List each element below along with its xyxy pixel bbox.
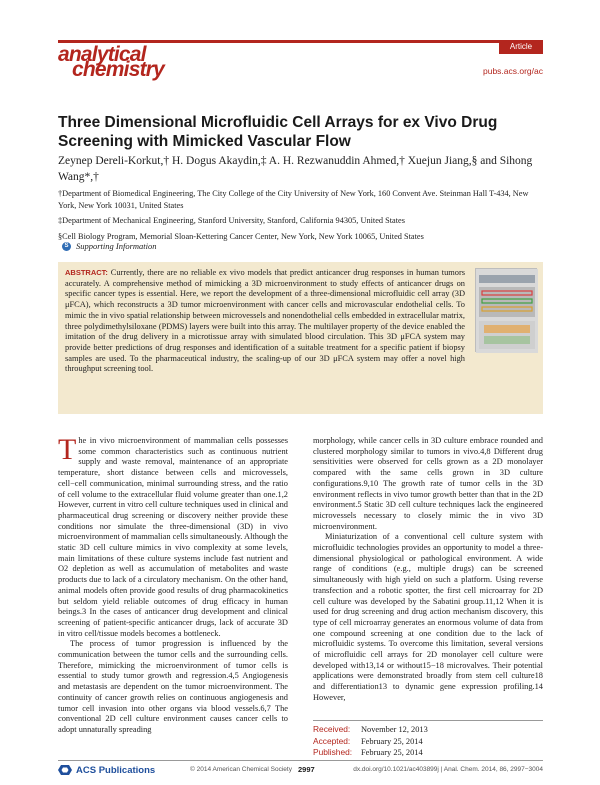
article-dates <box>313 720 543 759</box>
journal-logo[interactable] <box>58 44 258 84</box>
body-text: he in vivo microenvironment of mammalian cells possesses some common characteristics such as continuous nutrient supply and waste removal, maintenance of an appropriate temperature, short distance between cells and microvessels, cell−cell communication, minimal surrounding stress, and the ratio of cell volume to the extracellular fluid volume greater than one.1,2 However, current in vitro cell culture techniques used in clinical and pharmaceutical drug screening or discovery neither provide these conditions nor simulate the three-dimensional (3D) in vivo microenvironment of mammalian cells simultaneously. Although the static 3D cell culture mimics in vivo complexity at some levels, main limitations of these culture systems include fast nutrient and O2 depletion as well as accumulation of metabolites and waste products due to lack of a circulatory mechanism. On the other hand, animal models often provide good results of drug pharmacokinetics but seldom yield reliable outcomes of drug efficacy in human beings.3 In the cases of anticancer drug development and clinical screening of patient-specific anticancer drugs, lack of accurate 3D in vitro cell/tissue models becomes a bottleneck. <box>58 436 288 638</box>
body-paragraph: Miniaturization of a conventional cell culture system with microfluidic technologies provides an opportunity to model a three-dimensional physiological or pathological environment. A wide range of conditions (e.g., multiple drugs) can be screened simultaneously with high yield on such a platform. Using reverse transfection and a robotic spotter, the first cell microarray for 2D cell culture was developed by the Sabatini group.11,12 When it is used for drug screening and drug action mechanism discovery, this type of cell microarray generates an enormous volume of data from one compound screening at one condition due to the lack of microfluidic systems. To overcome this limitation, several versions of microfluidic cell arrays for 2D monolayer cell culture were developed with13,14 or without15−18 microvalves. Their potential applications were demonstrated broadly from stem cell culture18 and differentiation13 to dynamic gene expression profiling.14 However, <box>313 532 543 702</box>
date-value: February 25, 2014 <box>361 736 423 746</box>
acs-hexagon-icon <box>58 764 72 776</box>
publisher-name: ACS Publications <box>76 764 156 776</box>
supporting-info-link[interactable] <box>62 241 157 251</box>
body-column-right <box>313 436 543 704</box>
abstract-label: ABSTRACT: <box>65 268 108 277</box>
article-title: Three Dimensional Microfluidic Cell Arrays for ex Vivo Drug Screening with Mimicked Vascular Flow <box>58 114 498 150</box>
drop-cap: T <box>58 433 77 466</box>
abstract-text <box>65 268 465 375</box>
abstract-body: Currently, there are no reliable ex vivo models that predict anticancer drug responses in human tumors accurately. A comprehensive method of mimicking a 3D microenvironment to study effects of anticancer drugs on specific cancer types is essential. Here, we report the development of a three-dimensional microfluidic cell array (3D μFCA), which reconstructs a 3D tumor microenvironment with cancer cells and microvascular endothelial cells. To mimic the in vivo spatial relationship between microvessels and nonendothelial cells embedded in extracellular matrix, three polydimethylsiloxane (PDMS) layers were built into this array. The multilayer property of the device enabled the imitation of the drug delivery in a microtissue array with simulated blood circulation. This 3D μFCA system may provide better predictions of drug responses and identification of a suitable treatment for a specific patient if biopsy samples are used. To the pharmaceutical industry, the scaling-up of our 3D μFCA system may offer a novel high throughput screening tool. <box>65 268 466 374</box>
date-row <box>313 724 543 736</box>
body-paragraph: morphology, while cancer cells in 3D culture embrace rounded and clustered morphology similar to tumors in vivo.4,8 Different drug sensitivities were observed for cells grown as a 2D monolayer compared with the same cells grown in 3D culture configurations.9,10 The growth rate of tumor cells in the 3D environment reflects in vivo tumor growth better than that in the 2D environment.5 Static 3D cell culture techniques lack the engineered microvessels necessary to closely mimic the in vivo 3D microenvironment. <box>313 436 543 531</box>
date-label: Received: <box>313 724 351 734</box>
affiliation-3: §Cell Biology Program, Memorial Sloan-Kettering Cancer Center, New York, New York 10065, United States <box>58 231 424 241</box>
body-paragraph: The process of tumor progression is influenced by the communication between the tumor cells and the surrounding cells. Therefore, mimicking the microenvironment of tumor cells is essential to study tumor growth and regression.4,5 Angiogenesis and metastasis are dependent on the tumor microenvironment. The continuity of cancer growth relies on continuous angiogenesis and tumor cell invasion into other organs via blood vessels.6,7 The conventional 2D cell culture environment causes cancer cells to adopt unnaturally spreading <box>58 639 288 734</box>
date-label: Accepted: <box>313 735 351 746</box>
date-value: November 12, 2013 <box>361 725 428 734</box>
affiliations <box>58 188 543 246</box>
page-number: 2997 <box>298 765 315 774</box>
page-footer <box>58 765 543 777</box>
body-paragraph <box>58 433 288 639</box>
logo-line2: chemistry <box>72 58 165 81</box>
journal-url-link[interactable]: pubs.acs.org/ac <box>482 66 543 76</box>
date-row <box>313 736 543 748</box>
footer-rule <box>58 760 543 761</box>
affiliation-2: ‡Department of Mechanical Engineering, Stanford University, Stanford, California 94305, United States <box>58 216 405 225</box>
author-list: Zeynep Dereli-Korkut,† H. Dogus Akaydin,‡ A. H. Rezwanuddin Ahmed,† Xuejun Jiang,§ and Sihong Wang*,† <box>58 155 533 183</box>
logo-line1: analytical <box>58 43 146 66</box>
affiliation-1: †Department of Biomedical Engineering, The City College of the City University of New York, 160 Convent Ave. Steinman Hall T-434, New York, New York 10031, United States <box>58 189 529 210</box>
acs-publications-logo[interactable] <box>58 764 155 776</box>
date-label: Published: <box>313 747 353 757</box>
date-value: February 25, 2014 <box>361 748 423 757</box>
body-column-left <box>58 433 288 736</box>
supporting-info-icon: S <box>62 242 71 251</box>
doi-link[interactable]: dx.doi.org/10.1021/ac403899j | Anal. Chem. 2014, 86, 2997−3004 <box>353 766 543 773</box>
copyright: © 2014 American Chemical Society <box>190 766 292 773</box>
article-badge: Article <box>499 40 543 54</box>
date-row <box>313 747 543 759</box>
toc-graphic[interactable] <box>475 268 537 352</box>
supporting-info-label: Supporting Information <box>76 241 157 251</box>
toc-graphic-illustration <box>476 269 538 353</box>
abstract-box <box>58 262 543 414</box>
